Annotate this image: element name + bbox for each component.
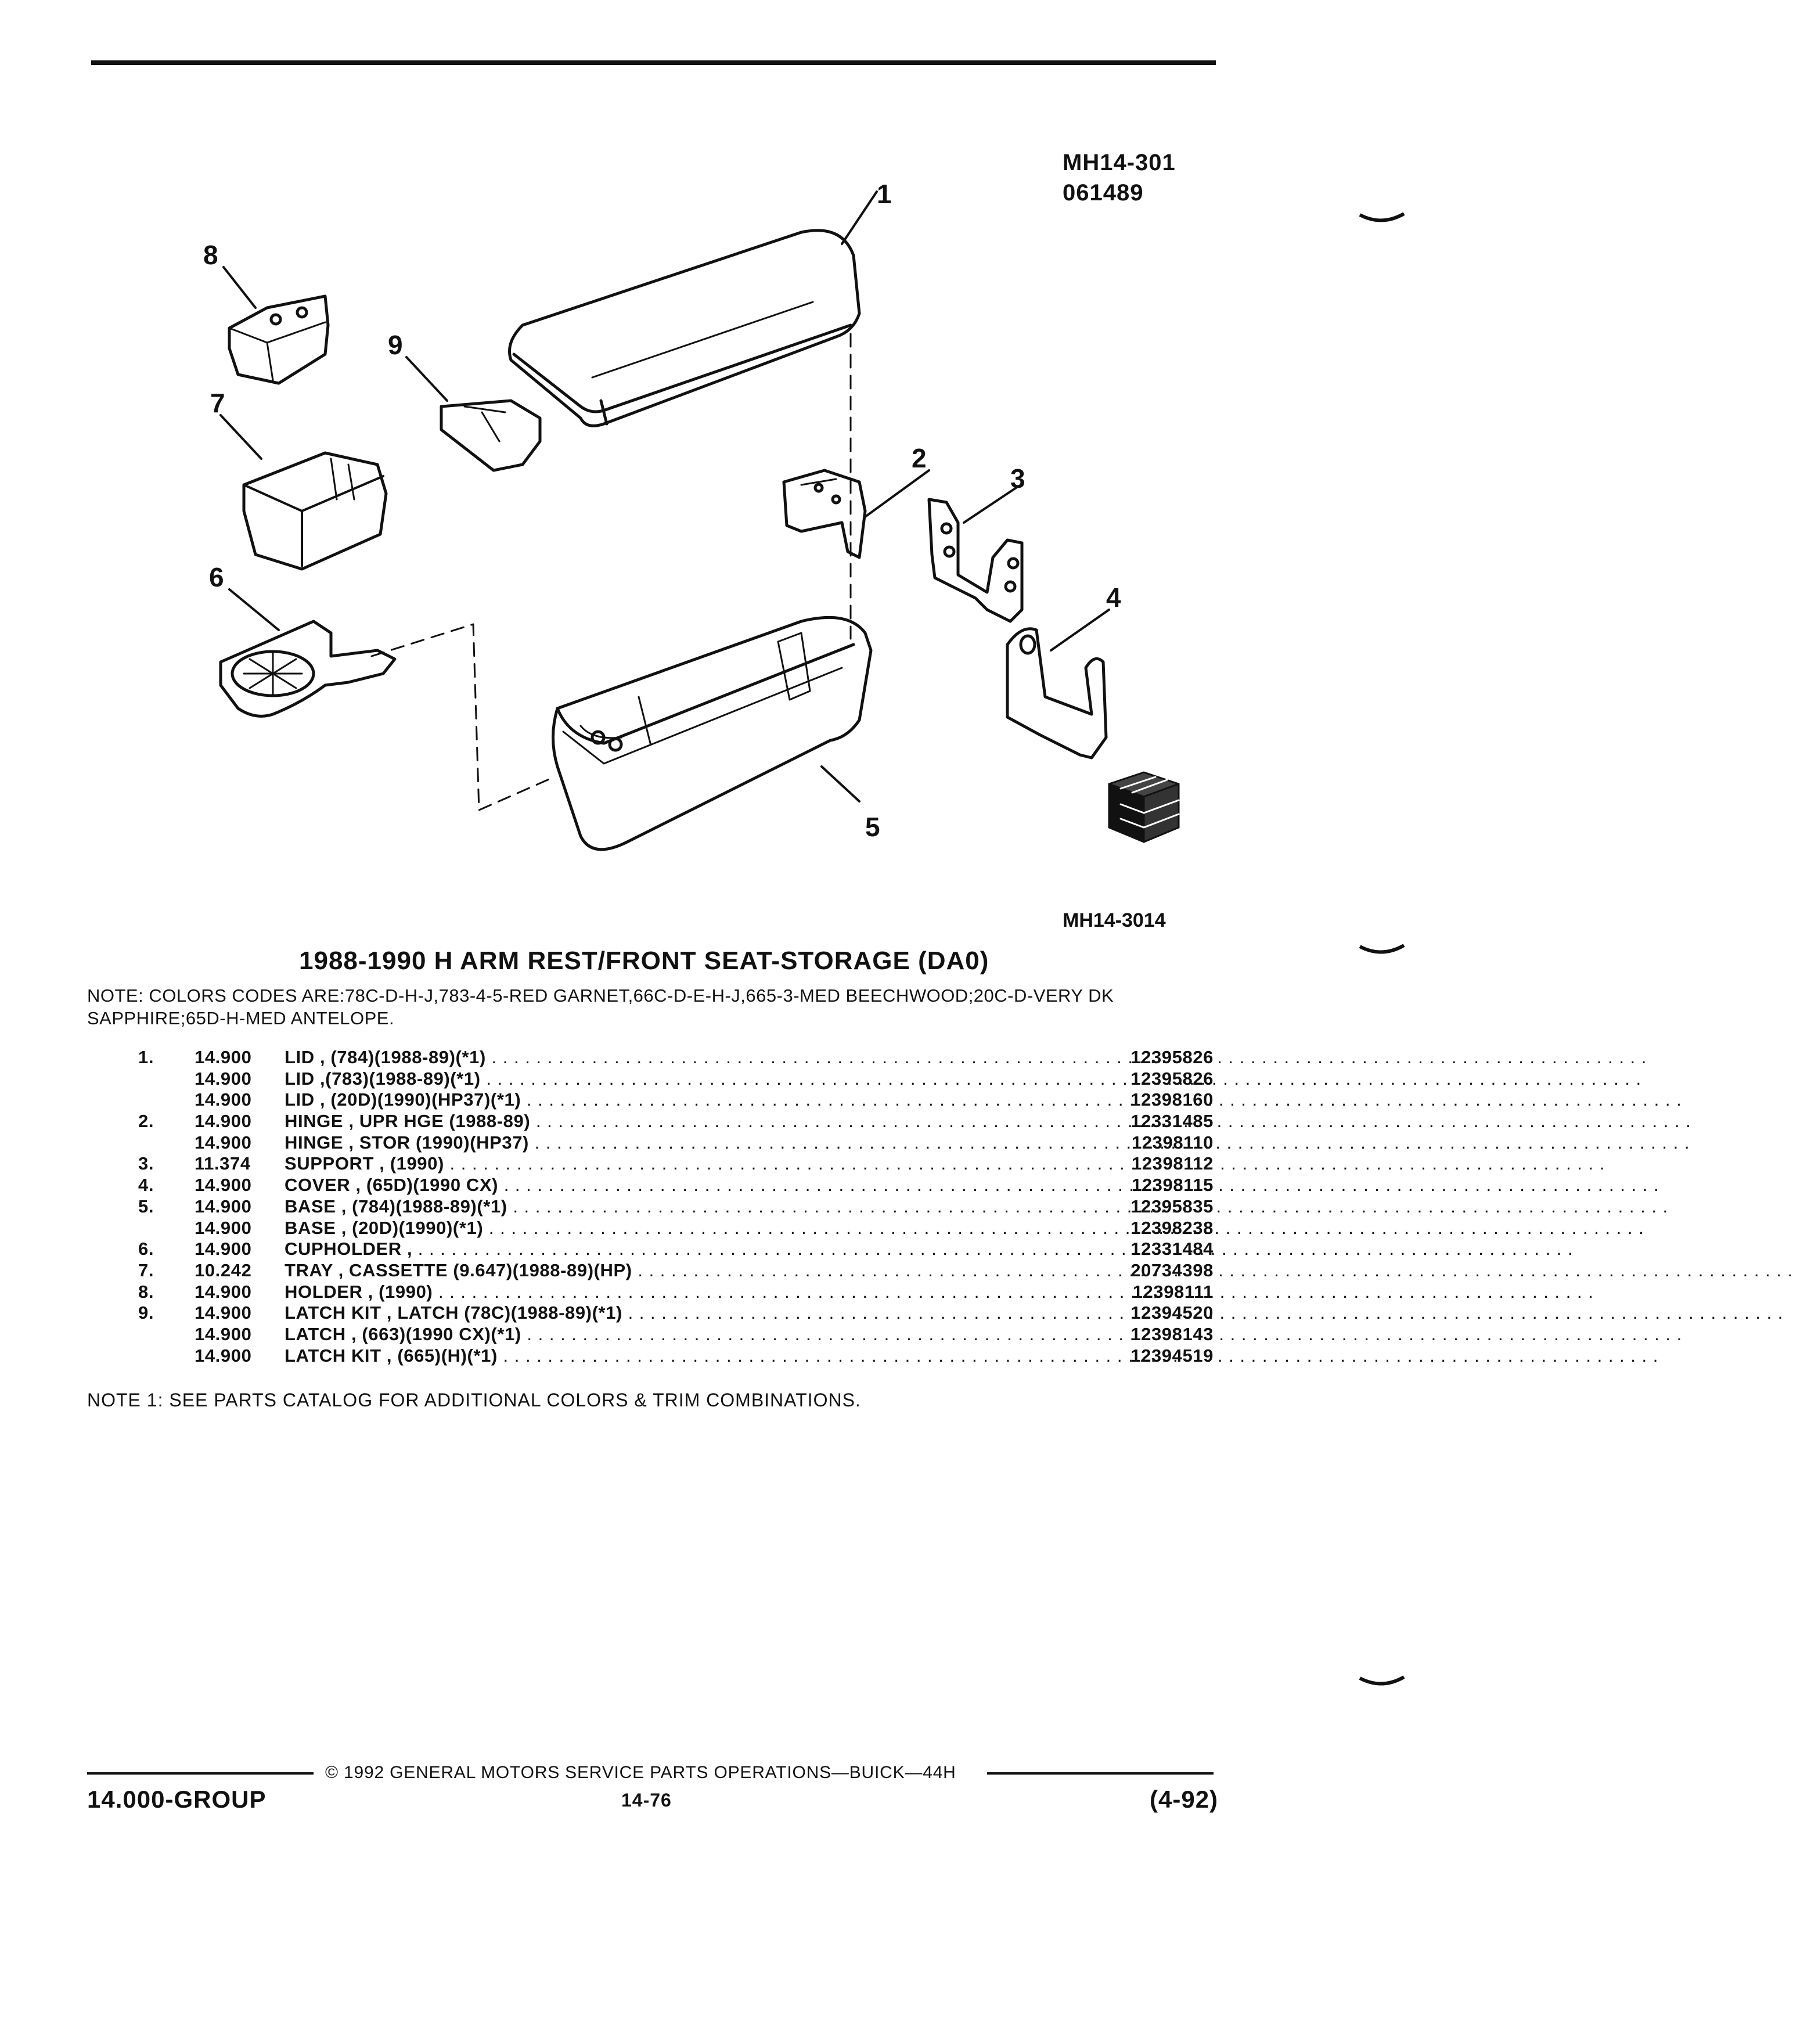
item-price: 14.900 [195,1196,252,1217]
item-part-number: 12331485 [1130,1111,1214,1132]
item-part-number: 12395826 [1130,1068,1214,1089]
item-price: 14.900 [195,1302,252,1323]
item-part-number: 12398110 [1131,1132,1214,1153]
part-4-cover [1007,629,1106,758]
item-description: COVER , (65D)(1990 CX) . . . [285,1175,1054,1196]
item-description: HOLDER , (1990) . . . [285,1282,1054,1302]
binder-mark-icon [1359,1672,1405,1696]
parts-row [87,1175,1214,1196]
parts-row [87,1324,1214,1345]
color-codes-note: NOTE: COLORS CODES ARE:78C-D-H-J,783-4-5-RED GARNET,66C-D-E-H-J,665-3-MED BEECHWOOD;20C-D-VERY DK SAPPHIRE;65D-H-MED ANTELOPE. [87,985,1114,1028]
item-part-number: 12398143 [1130,1323,1214,1344]
item-description: CUPHOLDER , . . . [285,1239,1054,1259]
cube-icon [1109,772,1179,842]
item-part-number: 20734398 [1130,1259,1214,1280]
parts-row [87,1132,1214,1154]
parts-row [87,1345,1214,1367]
item-description: LID , (20D)(1990)(HP37)(*1) . . . [285,1089,1054,1110]
item-part-number: 12398238 [1130,1217,1214,1238]
item-part-number: 12394520 [1130,1302,1214,1323]
page-number: 14-76 [621,1790,672,1811]
binder-mark-icon [1359,941,1405,964]
parts-row [87,1089,1214,1111]
item-number: 9. [138,1302,154,1323]
part-2-hinge [784,470,865,557]
illustration-ref-bottom: MH14-3014 [1063,909,1166,931]
item-number: 8. [138,1281,154,1302]
item-description: SUPPORT , (1990) . . . [285,1153,1054,1174]
parts-list [87,1047,1214,1366]
part-3-support [929,499,1022,621]
parts-row [87,1239,1214,1260]
callout-8: 8 [203,240,218,270]
item-number: 6. [138,1239,154,1259]
item-description: HINGE , STOR (1990)(HP37) . . . [285,1132,1054,1153]
exploded-parts-diagram [0,0,1468,931]
item-price: 14.900 [195,1345,252,1366]
parts-row [87,1260,1214,1282]
item-price: 14.900 [195,1089,252,1110]
part-5-base [553,617,872,850]
item-description: TRAY , CASSETTE (9.647)(1988-89)(HP) . . . [285,1260,1054,1281]
part-7-tray [244,453,386,569]
item-description: LATCH KIT , (665)(H)(*1) . . . [285,1345,1054,1366]
parts-row [87,1282,1214,1303]
item-price: 14.900 [195,1217,252,1238]
part-1-lid [510,231,860,426]
part-9-latch [441,401,540,470]
parts-row [87,1153,1214,1175]
parts-row [87,1068,1214,1090]
parts-row [87,1047,1214,1068]
copyright-line: © 1992 GENERAL MOTORS SERVICE PARTS OPERATIONS—BUICK—44H [325,1763,956,1782]
item-part-number: 12331484 [1130,1239,1214,1259]
item-price: 14.900 [195,1047,252,1067]
item-price: 10.242 [195,1259,252,1280]
callout-3: 3 [1010,463,1025,494]
item-price: 14.900 [195,1111,252,1132]
parts-row [87,1196,1214,1218]
callout-2: 2 [912,443,927,473]
item-description: HINGE , UPR HGE (1988-89) . . . [285,1111,1054,1132]
item-price: 14.900 [195,1132,252,1153]
item-number: 1. [138,1047,154,1067]
item-number: 3. [138,1153,154,1174]
footnote-1: NOTE 1: SEE PARTS CATALOG FOR ADDITIONAL COLORS & TRIM COMBINATIONS. [87,1390,861,1410]
callout-7: 7 [210,388,225,418]
part-6-cupholder [221,621,395,716]
parts-row [87,1111,1214,1132]
item-part-number: 12398115 [1131,1175,1214,1196]
item-description: BASE , (20D)(1990)(*1) . . . [285,1218,1054,1239]
revision-date: (4-92) [1150,1786,1219,1813]
section-title: 1988-1990 H ARM REST/FRONT SEAT-STORAGE (DA0) [299,947,989,975]
item-description: LATCH , (663)(1990 CX)(*1) . . . [285,1324,1054,1345]
item-price: 14.900 [195,1239,252,1259]
parts-row [87,1302,1214,1324]
item-description: LATCH KIT , LATCH (78C)(1988-89)(*1) . . . [285,1302,1054,1323]
group-label: 14.000-GROUP [87,1786,267,1813]
callout-9: 9 [388,330,403,360]
item-number: 5. [138,1196,154,1217]
item-price: 14.900 [195,1323,252,1344]
callout-1: 1 [877,179,892,209]
footer-rule-left [87,1772,314,1775]
callout-6: 6 [209,562,224,592]
item-part-number: 12395826 [1130,1047,1214,1067]
footer-rule-right [987,1772,1214,1775]
item-part-number: 12394519 [1130,1345,1214,1366]
item-number: 4. [138,1175,154,1196]
binder-mark-icon [1359,209,1405,232]
item-price: 11.374 [195,1153,251,1174]
item-part-number: 12398112 [1131,1153,1214,1174]
item-price: 14.900 [195,1068,252,1089]
callout-4: 4 [1106,582,1121,613]
part-8-holder [229,296,328,383]
item-number: 2. [138,1111,154,1132]
item-price: 14.900 [195,1281,252,1302]
item-price: 14.900 [195,1175,252,1196]
callout-5: 5 [865,812,880,842]
item-description: BASE , (784)(1988-89)(*1) . . . [285,1196,1054,1217]
item-part-number: 12395835 [1130,1196,1214,1217]
item-number: 7. [138,1259,154,1280]
parts-row [87,1218,1214,1239]
item-description: LID , (784)(1988-89)(*1) . . . [285,1047,1054,1068]
item-description: LID ,(783)(1988-89)(*1) . . . [285,1068,1054,1089]
item-part-number: 12398160 [1130,1089,1214,1110]
item-part-number: 12398111 [1132,1281,1214,1302]
illustration-ref-date: 061489 [1063,180,1144,206]
illustration-ref-number: MH14-301 [1063,150,1176,175]
